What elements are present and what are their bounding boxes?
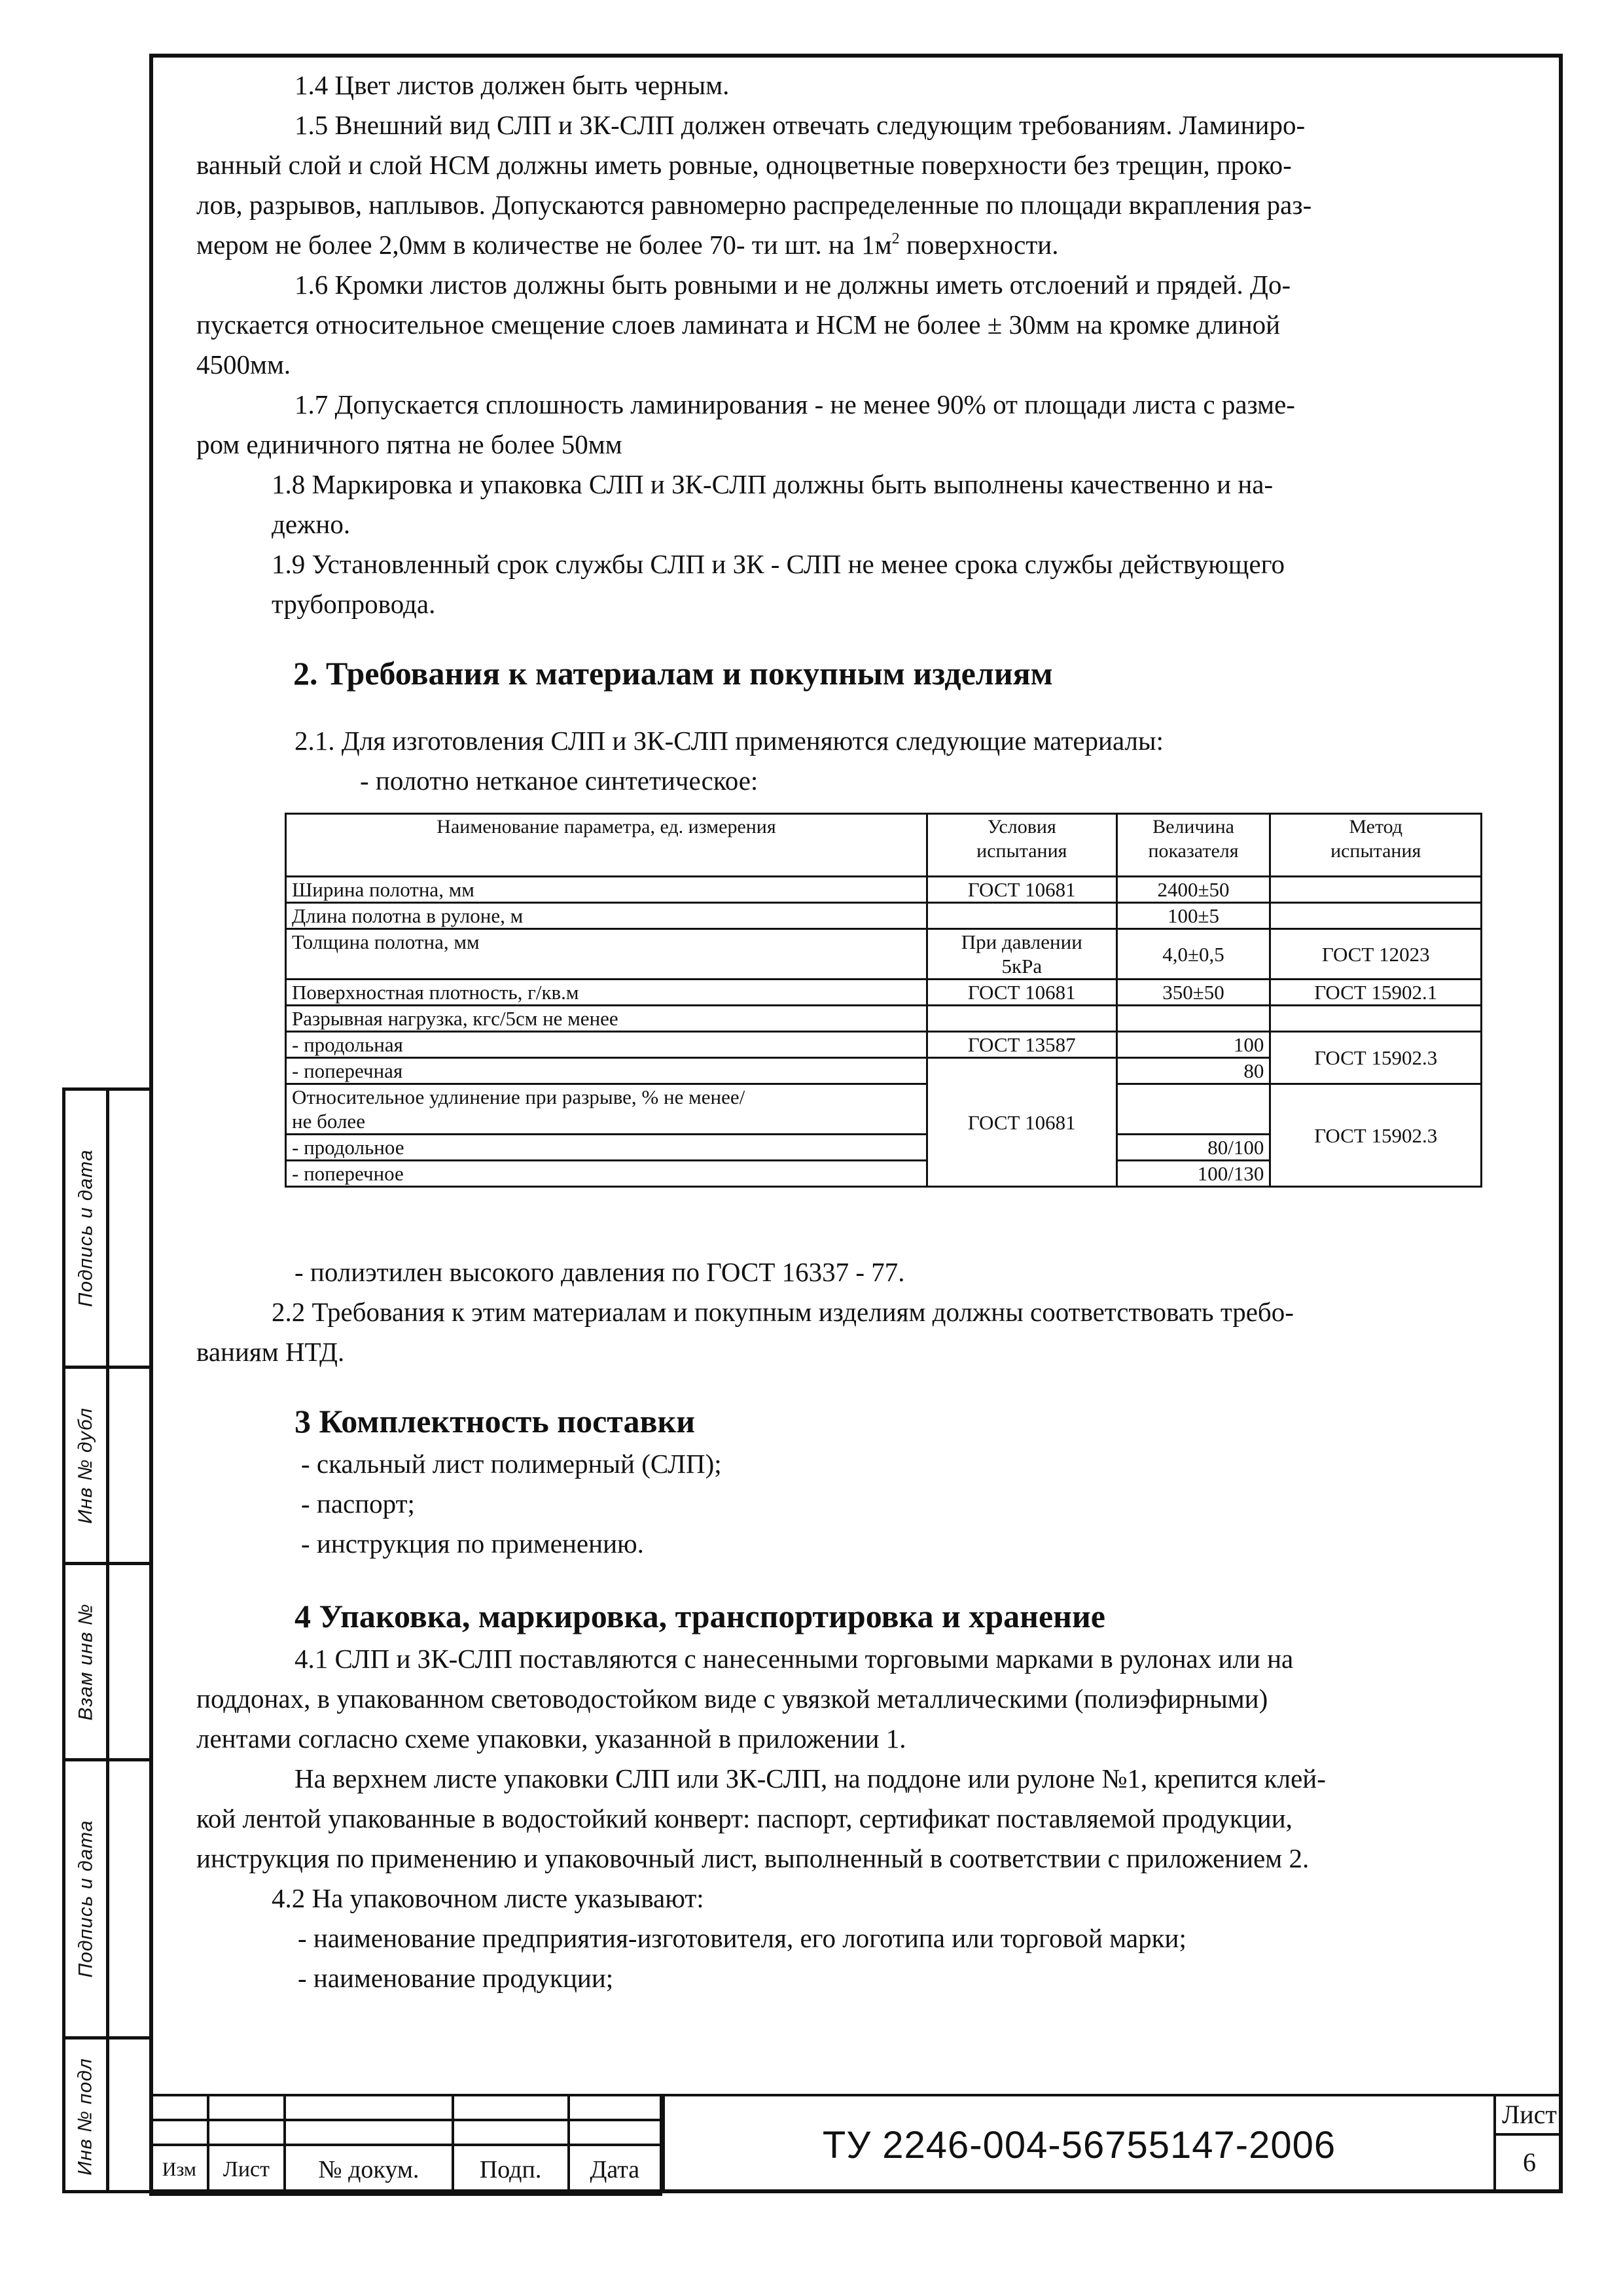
superscript-2: 2 [891, 230, 900, 247]
header-value-line-2: показателя [1148, 840, 1239, 862]
para-4-1-line-2: поддонах, в упакованном световодостойком виде с увязкой металлическими (полиэфирными) [196, 1684, 1268, 1714]
para-4-1-line-3: лентами согласно схеме упаковки, указанной в приложении 1. [196, 1723, 906, 1754]
cell-value: 80/100 [1116, 1135, 1270, 1161]
para-1-8-line-2: дежно. [272, 509, 351, 539]
para-1-6-line-1: 1.6 Кромки листов должны быть ровными и не должны иметь отслоений и прядей. До- [294, 270, 1291, 300]
section-3-item: - скальный лист полимерный (СЛП); [301, 1449, 722, 1479]
side-cell-signature-date-2 [65, 1761, 149, 2040]
para-2-2-line-1: 2.2 Требования к этим материалам и покупным изделиям должны соответствовать требо- [272, 1297, 1294, 1327]
cell-conditions-line-1: При давлении [961, 930, 1082, 953]
para-4-1b-line-1: На верхнем листе упаковки СЛП или ЗК-СЛП, на поддоне или рулоне №1, крепится клей- [294, 1763, 1326, 1793]
cell-conditions [927, 1006, 1116, 1032]
cell-method [1270, 903, 1482, 929]
para-2-1-sub: - полотно нетканое синтетическое: [360, 766, 758, 796]
revision-row [151, 2095, 661, 2120]
side-cell-orig-inv [65, 2040, 149, 2193]
para-1-6-line-3: 4500мм. [196, 349, 291, 380]
para-4-1b-line-2: кой лентой упакованные в водостойкий конверт: паспорт, сертификат поставляемой продукции, [196, 1803, 1293, 1833]
col-date: Дата [569, 2145, 661, 2195]
side-stamp-strip [62, 1087, 149, 2193]
para-1-5-line-2: ванный слой и слой НСМ должны иметь ровные, одноцветные поверхности без трещин, проко- [196, 150, 1292, 180]
section-2-title: 2. Требования к материалам и покупным изделиям [293, 655, 1053, 692]
side-cell-replace-inv [65, 1565, 149, 1761]
after-table-item: - полиэтилен высокого давления по ГОСТ 16337 - 77. [294, 1257, 905, 1287]
para-1-6-line-2: пускается относительное смещение слоев ламината и НСМ не более ± 30мм на кромке длиной [196, 309, 1281, 340]
section-4-item: - наименование продукции; [298, 1963, 614, 1993]
side-cell-dup-inv [65, 1369, 149, 1565]
cell-method [1270, 1006, 1482, 1032]
cell-param: - поперечная [286, 1058, 927, 1084]
table-row [286, 1006, 1482, 1032]
col-izm: Изм [151, 2145, 208, 2195]
section-3-item: - инструкция по применению. [301, 1528, 644, 1559]
cell-conditions [927, 929, 1116, 980]
table-header-row [286, 814, 1482, 877]
cell-value [1116, 1084, 1270, 1135]
para-4-1b-line-3: инструкция по применению и упаковочный лист, выполненный в соответствии с приложением 2. [196, 1843, 1310, 1873]
cell-conditions: ГОСТ 13587 [927, 1032, 1116, 1058]
para-1-5-line-4-text: мером не более 2,0мм в количестве не более 70- ти шт. на 1м [196, 230, 892, 260]
table-row [286, 980, 1482, 1006]
table-row [286, 1032, 1482, 1058]
header-value [1116, 814, 1270, 877]
cell-param: Поверхностная плотность, г/кв.м [286, 980, 927, 1006]
cell-param: - поперечное [286, 1161, 927, 1187]
header-value-line-1: Величина [1152, 816, 1234, 838]
cell-conditions: ГОСТ 10681 [927, 877, 1116, 903]
para-4-2: 4.2 На упаковочном листе указывают: [272, 1883, 704, 1913]
header-conditions-line-1: Условия [987, 816, 1056, 838]
para-2-1: 2.1. Для изготовления СЛП и ЗК-СЛП применяются следующие материалы: [294, 726, 1164, 756]
side-label-signature-date: Подпись и дата [75, 1149, 96, 1307]
cell-value: 100/130 [1116, 1161, 1270, 1187]
para-1-8-line-1: 1.8 Маркировка и упаковка СЛП и ЗК-СЛП должны быть выполнены качественно и на- [272, 469, 1274, 499]
cell-param: Разрывная нагрузка, кгс/5см не менее [286, 1006, 927, 1032]
cell-method [1270, 877, 1482, 903]
cell-value: 350±50 [1116, 980, 1270, 1006]
para-1-7-line-2: ром единичного пятна не более 50мм [196, 429, 622, 459]
material-parameters-table [285, 813, 1482, 1188]
header-conditions-line-2: испытания [976, 840, 1067, 862]
side-label-dup-inv: Инв № дубл [75, 1407, 97, 1524]
cell-value: 2400±50 [1116, 877, 1270, 903]
side-cell-signature-date [65, 1091, 149, 1369]
cell-value [1116, 1006, 1270, 1032]
header-param: Наименование параметра, ед. измерения [286, 814, 927, 877]
cell-value: 100±5 [1116, 903, 1270, 929]
header-method [1270, 814, 1482, 877]
para-1-9-line-2: трубопровода. [272, 589, 436, 619]
revision-labels-row [151, 2145, 661, 2195]
side-label-replace-inv: Взам инв № [75, 1603, 97, 1720]
cell-conditions: ГОСТ 10681 [927, 1058, 1116, 1187]
col-list: Лист [208, 2145, 285, 2195]
para-4-1-line-1: 4.1 СЛП и ЗК-СЛП поставляются с нанесенными торговыми марками в рулонах или на [294, 1644, 1294, 1674]
cell-conditions-line-2: 5кРа [1001, 955, 1043, 978]
cell-param: Толщина полотна, мм [286, 929, 927, 980]
cell-method: ГОСТ 15902.1 [1270, 980, 1482, 1006]
section-3-item: - паспорт; [301, 1489, 415, 1519]
para-1-7-line-1: 1.7 Допускается сплошность ламинирования - не менее 90% от площади листа с разме- [294, 389, 1295, 419]
para-1-5-line-1: 1.5 Внешний вид СЛП и ЗК-СЛП должен отвечать следующим требованиям. Ламиниро- [294, 110, 1306, 140]
para-1-5-line-3: лов, разрывов, наплывов. Допускаются равномерно распределенные по площади вкрапления раз- [196, 190, 1312, 220]
cell-param: Длина полотна в рулоне, м [286, 903, 927, 929]
col-doc-number: № докум. [285, 2145, 452, 2195]
cell-conditions [927, 903, 1116, 929]
side-label-orig-inv: Инв № подл [75, 2057, 97, 2176]
cell-param-line-1: Относительное удлинение при разрыве, % не менее/ [292, 1086, 745, 1108]
cell-param: - продольная [286, 1032, 927, 1058]
document-code: ТУ 2246-004-56755147-2006 [662, 2094, 1493, 2193]
cell-method: ГОСТ 15902.3 [1270, 1032, 1482, 1084]
para-1-5-line-4-tail: поверхности. [899, 230, 1059, 260]
revision-row [151, 2120, 661, 2145]
cell-conditions: ГОСТ 10681 [927, 980, 1116, 1006]
header-method-line-2: испытания [1330, 840, 1421, 862]
para-1-4: 1.4 Цвет листов должен быть черным. [294, 70, 730, 100]
para-1-9-line-1: 1.9 Установленный срок службы СЛП и ЗК - СЛП не менее срока службы действующего [272, 549, 1285, 579]
table-row [286, 903, 1482, 929]
table-row [286, 877, 1482, 903]
table-row [286, 929, 1482, 980]
table-row [286, 1084, 1482, 1135]
cell-method: ГОСТ 15902.3 [1270, 1084, 1482, 1187]
sheet-label: Лист [1496, 2096, 1563, 2136]
section-4-item: - наименование предприятия-изготовителя, его логотипа или торговой марки; [298, 1923, 1186, 1953]
cell-value: 80 [1116, 1058, 1270, 1084]
cell-param: Ширина полотна, мм [286, 877, 927, 903]
cell-method: ГОСТ 12023 [1270, 929, 1482, 980]
cell-param-line-2: не более [292, 1110, 365, 1133]
revision-grid [149, 2094, 662, 2196]
cell-value: 4,0±0,5 [1116, 929, 1270, 980]
cell-value: 100 [1116, 1032, 1270, 1058]
header-conditions [927, 814, 1116, 877]
para-1-5-line-4 [196, 225, 1558, 265]
title-block [149, 2094, 1563, 2193]
para-2-2-line-2: ваниям НТД. [196, 1337, 345, 1367]
cell-param: - продольное [286, 1135, 927, 1161]
sheet-box [1493, 2094, 1563, 2193]
side-label-signature-date-2: Подпись и дата [75, 1820, 96, 1978]
col-signature: Подп. [453, 2145, 569, 2195]
cell-param [286, 1084, 927, 1135]
section-4-title: 4 Упаковка, маркировка, транспортировка и хранение [294, 1598, 1105, 1634]
section-3-title: 3 Комплектность поставки [294, 1403, 696, 1439]
sheet-number: 6 [1523, 2147, 1536, 2177]
header-method-line-1: Метод [1349, 816, 1403, 838]
